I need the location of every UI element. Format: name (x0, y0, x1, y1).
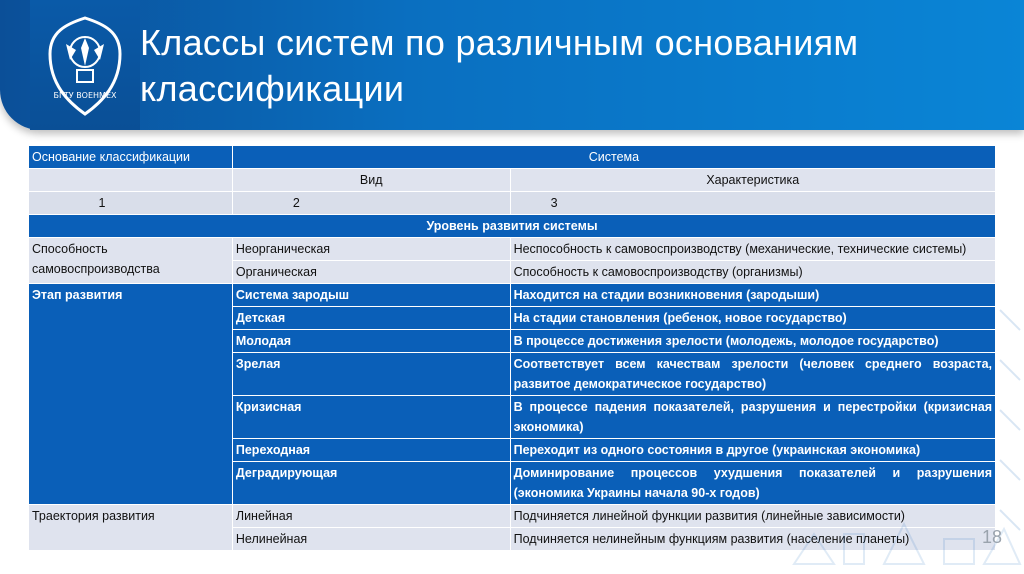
table-header-row (29, 146, 996, 169)
column-number-1: 1 (29, 192, 233, 215)
table-row (29, 284, 996, 307)
kind-cell: Переходная (232, 439, 510, 462)
characteristic-cell: Подчиняется линейной функции развития (линейные зависимости) (510, 505, 995, 528)
basis-cell: Этап развития (29, 284, 233, 505)
slide-header (0, 0, 1024, 130)
characteristic-cell: Находится на стадии возникновения (зародыши) (510, 284, 995, 307)
kind-cell: Линейная (232, 505, 510, 528)
kind-cell: Молодая (232, 330, 510, 353)
table-row (29, 238, 996, 261)
logo-text: БГТУ ВОЕНМЕХ (53, 91, 117, 100)
basis-cell: Способность самовоспроизводства (29, 238, 233, 284)
section-title-row (29, 215, 996, 238)
table-subheader-row (29, 169, 996, 192)
kind-cell: Органическая (232, 261, 510, 284)
characteristic-cell: Переходит из одного состояния в другое (украинская экономика) (510, 439, 995, 462)
characteristic-cell: Соответствует всем качествам зрелости (человек среднего возраста, развитое демократическое государство) (510, 353, 995, 396)
kind-cell: Кризисная (232, 396, 510, 439)
kind-cell: Зрелая (232, 353, 510, 396)
characteristic-cell: Неспособность к самовоспроизводству (механические, технические системы) (510, 238, 995, 261)
column-number-2: 2 (232, 192, 510, 215)
header-characteristic: Характеристика (510, 169, 995, 192)
section-title: Уровень развития системы (29, 215, 996, 238)
characteristic-cell: Способность к самовоспроизводству (организмы) (510, 261, 995, 284)
characteristic-cell: В процессе падения показателей, разрушения и перестройки (кризисная экономика) (510, 396, 995, 439)
header-empty (29, 169, 233, 192)
kind-cell: Детская (232, 307, 510, 330)
column-number-3: 3 (510, 192, 995, 215)
basis-cell: Траектория развития (29, 505, 233, 551)
column-number-row (29, 192, 996, 215)
characteristic-cell: На стадии становления (ребенок, новое государство) (510, 307, 995, 330)
header-basis: Основание классификации (29, 146, 233, 169)
kind-cell: Неорганическая (232, 238, 510, 261)
kind-cell: Деградирующая (232, 462, 510, 505)
kind-cell: Нелинейная (232, 528, 510, 551)
kind-cell: Система зародыш (232, 284, 510, 307)
classification-table (28, 145, 996, 551)
characteristic-cell: Доминирование процессов ухудшения показателей и разрушения (экономика Украины начала 90-х годов) (510, 462, 995, 505)
page-number: 18 (981, 527, 1002, 547)
header-kind: Вид (232, 169, 510, 192)
page-title: Классы систем по различным основаниям классификации (140, 22, 859, 109)
header-system: Система (232, 146, 995, 169)
characteristic-cell: Подчиняется нелинейным функциям развития (население планеты) (510, 528, 995, 551)
university-emblem-icon (44, 14, 126, 118)
characteristic-cell: В процессе достижения зрелости (молодежь, молодое государство) (510, 330, 995, 353)
